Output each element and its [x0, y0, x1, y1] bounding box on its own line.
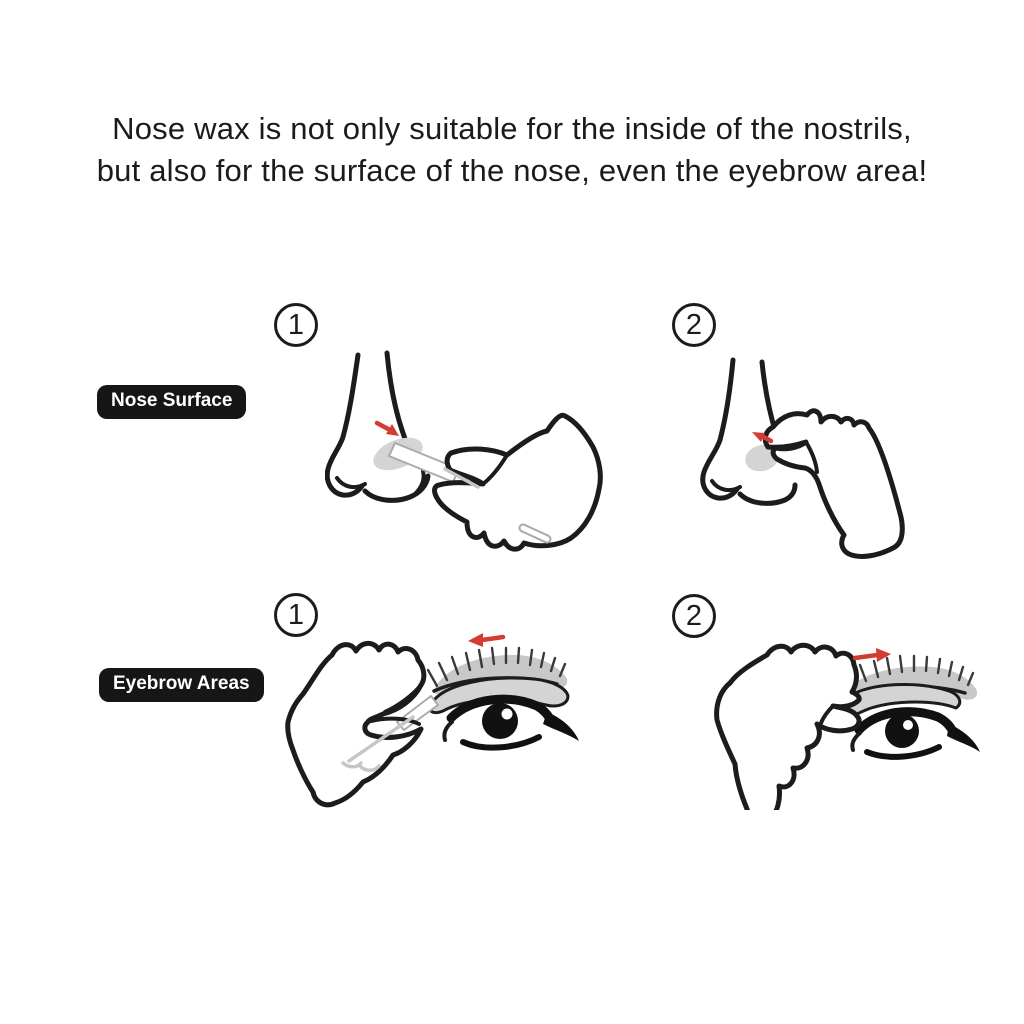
headline-line-2: but also for the surface of the nose, even the eyebrow area! — [96, 153, 928, 188]
red-arrow-right-icon — [855, 648, 891, 662]
eye — [852, 712, 980, 757]
hand-holding-applicator — [435, 415, 601, 549]
nose-step-1-marker — [274, 303, 318, 347]
step-number: 2 — [685, 308, 703, 341]
nose-outline — [327, 353, 428, 500]
headline — [0, 108, 1024, 192]
nose-step-2-marker — [672, 303, 716, 347]
hand-pinching-wax — [717, 645, 860, 810]
eyebrow-peel-illustration — [695, 640, 985, 810]
headline-line-1: Nose wax is not only suitable for the inside of the nostrils, — [112, 111, 912, 146]
nose-peel-illustration — [690, 352, 940, 572]
step-number: 1 — [287, 308, 305, 341]
step-number: 2 — [685, 599, 703, 632]
eyebrow-apply-illustration — [285, 622, 585, 812]
hand-pinching-wax — [765, 411, 902, 557]
red-arrow-down-right-icon — [377, 423, 399, 436]
nose-apply-illustration — [325, 345, 615, 570]
step-number: 1 — [287, 598, 305, 631]
nose-surface-badge: Nose Surface — [97, 385, 246, 419]
red-arrow-left-icon — [468, 633, 503, 647]
eyebrow-step-2-marker — [672, 594, 716, 638]
eyebrow-areas-badge: Eyebrow Areas — [99, 668, 264, 702]
